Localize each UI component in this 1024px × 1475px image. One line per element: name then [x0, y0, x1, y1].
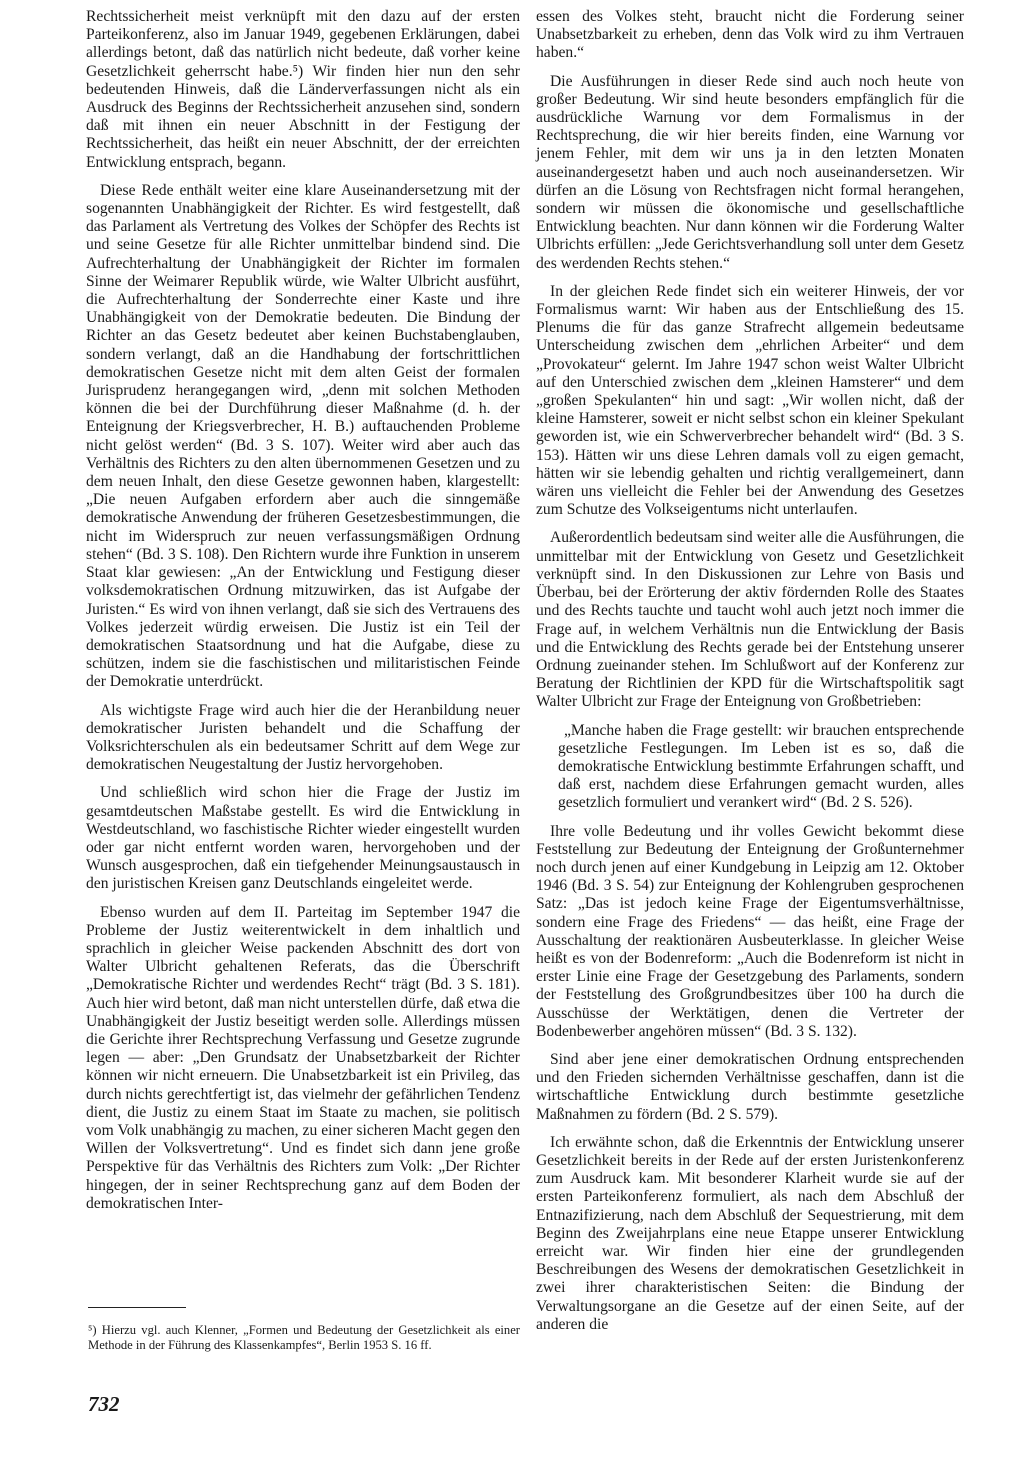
paragraph: Ebenso wurden auf dem II. Parteitag im September 1947 die Probleme der Justiz weiterentwickelt in dem inhaltlich und sprachlich in gleicher Weise packenden Abschnitt des dort von Walter Ulbricht gehaltenen Referats, das die Überschrift „Demokratische Richter und werdendes Recht“ trägt (Bd. 3 S. 181). Auch hier wird betont, daß man nicht unterstellen dürfe, daß etwa die Unabhängigkeit der Justiz beseitigt werden solle. Allerdings müssen die Gerichte ihrer Rechtsprechung Verfassung und Gesetze zugrunde legen — aber: „Den Grundsatz der Unabsetzbarkeit der Richter können wir nicht erneuern. Die Unabsetzbarkeit ist ein Privileg, das durch nichts gerechtfertigt ist, das vielmehr der gefährlichen Tendenz dient, die Justiz zu einem Staat im Staate zu machen, sie politisch vom Volk unabhängig zu machen, zu einer sicheren Macht gegen den Willen der Volksvertretung“. Und es findet sich dann jene große Perspektive für das Verhältnis des Richters zum Volk: „Der Richter hingegen, der in seiner Rechtsprechung ganz auf dem Boden der demokratischen Inter- [86, 903, 520, 1212]
paragraph: Die Ausführungen in dieser Rede sind auch noch heute von großer Bedeutung. Wir sind heute besonders empfänglich für die ausdrückliche Warnung vor dem Formalismus in der Rechtsprechung, die wir hier bereits finden, eine Warnung vor jenem Fehler, mit dem wir uns ja in den letzten Monaten auseinandergesetzt haben und auch noch auseinandersetzen. Wir dürfen an die Lösung von Rechtsfragen nicht formal herangehen, sondern wir müssen die ökonomische und gesellschaftliche Entwicklung beachten. Nur dann können wir die Forderung Walter Ulbrichts erfüllen: „Jede Gerichtsverhandlung soll unter dem Gesetz des werdenden Rechts stehen.“ [536, 72, 964, 272]
page-number: 732 [88, 1392, 120, 1416]
paragraph: Diese Rede enthält weiter eine klare Auseinandersetzung mit der sogenannten Unabhängigkeit der Richter. Es wird festgestellt, daß das Parlament als Vertretung des Volkes der Schöpfer des Rechts ist und seine Gesetze für alle Richter unmittelbar bindend sind. Die Aufrechterhaltung der Unabhängigkeit der Richter im formalen Sinne der Weimarer Republik würde, wie Walter Ulbricht ausführt, die Aufrechterhaltung der Sonderrechte einer Kaste und ihre Unabhängigkeit von der Demokratie bedeuten. Die Bindung der Richter an das Gesetz bedeutet aber keinen Buchstabenglauben, sondern verlangt, daß an die Handhabung der fortschrittlichen demokratischen Gesetze nicht mit dem alten Geist der formalen Jurisprudenz herangegangen wird, „denn mit solchen Methoden können die bei der Durchführung dieser Maßnahme (d. h. der Enteignung der Kriegsverbrecher, H. B.) auftauchenden Probleme nicht gelöst werden“ (Bd. 3 S. 107). Weiter wird aber auch das Verhältnis des Richters zu den alten übernommenen Gesetzen und zu dem neuen Inhalt, den diese Gesetze gewonnen haben, klargestellt: „Die neuen Aufgaben erfordern aber auch die sinngemäße demokratische Anwendung der früheren Gesetzesbestimmungen, die nicht im Widerspruch zur neuen verfassungsmäßigen Ordnung stehen“ (Bd. 3 S. 108). Den Richtern wurde ihre Funktion in unserem Staat klar gewiesen: „An der Entwicklung und Festigung dieser volksdemokratischen Ordnung mitzuwirken, das ist Aufgabe der Juristen.“ Es wird von ihnen verlangt, daß sie sich des Vertrauens des Volkes jederzeit würdig erweisen. Die Justiz ist ein Teil der demokratischen Staatsordnung und hat die Aufgabe, diese zu schützen, indem sie die faschistischen und militaristischen Feinde der Demokratie unterdrückt. [86, 181, 520, 691]
paragraph: Rechtssicherheit meist verknüpft mit den dazu auf der ersten Parteikonferenz, also im Januar 1949, gegebenen Erklärungen, dabei allerdings betont, daß das natürlich nicht bedeute, daß vorher keine Gesetzlichkeit geherrscht habe.⁵) Wir finden hier nun den sehr bedeutenden Hinweis, daß die Länderverfassungen nicht als ein Ausdruck des Beginns der Rechtssicherheit anzusehen sind, sondern daß mit ihnen ein neuer Abschnitt in der Festigung der Rechtssicherheit, das heißt ein neuer Abschnitt, der der erreichten Entwicklung entsprach, begann. [86, 8, 520, 171]
paragraph: Als wichtigste Frage wird auch hier die der Heranbildung neuer demokratischer Juristen behandelt und die Schaffung der Volksrichterschulen als ein bedeutsamer Schritt auf dem Wege zur demokratischen Neugestaltung der Justiz hervorgehoben. [86, 701, 520, 774]
right-text-column [536, 8, 964, 1344]
footnote: ⁵) Hierzu vgl. auch Klenner, „Formen und Bedeutung der Gesetzlichkeit als einer Methode in der Führung des Klassenkampfes“, Berlin 1953 S. 16 ff. [88, 1323, 520, 1353]
paragraph: Und schließlich wird schon hier die Frage der Justiz im gesamtdeutschen Maßstabe gestellt. Es wird die Entwicklung in Westdeutschland, wo faschistische Richter wieder eingestellt wurden oder gar nicht entfernt worden waren, hervorgehoben und der Wunsch ausgesprochen, daß ein tiefgehender Meinungsaustausch in den juristischen Kreisen ganz Deutschlands eingeleitet werde. [86, 784, 520, 893]
footnote-divider [88, 1307, 186, 1308]
paragraph: Sind aber jene einer demokratischen Ordnung entsprechenden und den Frieden sichernden Verhältnisse geschaffen, dann ist die wirtschaftliche Entwicklung durch bestimmte gesetzliche Maßnahmen zu fördern (Bd. 2 S. 579). [536, 1050, 964, 1123]
paragraph: Ihre volle Bedeutung und ihr volles Gewicht bekommt diese Feststellung zur Bedeutung der Enteignung der Großunternehmer noch durch jenen auf einer Kundgebung in Leipzig am 12. Oktober 1946 (Bd. 3 S. 54) zur Enteignung der Kohlengruben gesprochenen Satz: „Das ist jedoch keine Frage der Eigentumsverhältnisse, sondern eine Frage des Friedens“ — das heißt, eine Frage der Ausschaltung der reaktionären Ausbeuterklasse. In gleicher Weise heißt es von der Bodenreform: „Auch die Bodenreform ist nicht in erster Linie eine Frage der Gesetzgebung des Parlaments, sondern der Feststellung des Großgrundbesitzes über 100 ha durch die Ausschüsse der Werktätigen, denen die Vertreter der Bodenbewerber angehören müssen“ (Bd. 3 S. 132). [536, 822, 964, 1040]
block-quote: „Manche haben die Frage gestellt: wir brauchen entsprechende gesetzliche Festlegungen. Im Leben ist es so, daß die demokratische Entwicklung bestimmte Erfahrungen schafft, und daß erst, nachdem diese Erfahrungen gemacht wurden, alles gesetzlich formuliert und verankert wird“ (Bd. 2 S. 526). [558, 721, 964, 812]
left-text-column [86, 8, 520, 1223]
paragraph: essen des Volkes steht, braucht nicht die Forderung seiner Unabsetzbarkeit zu erheben, denn das Volk wird zu ihm Vertrauen haben.“ [536, 8, 964, 62]
paragraph: Ich erwähnte schon, daß die Erkenntnis der Entwicklung unserer Gesetzlichkeit bereits in der Rede auf der ersten Juristenkonferenz zum Ausdruck kam. Mit besonderer Klarheit wurde sie auf der ersten Parteikonferenz formuliert, als nach dem Abschluß der Entnazifizierung, nach dem Abschluß der Sequestrierung, mit dem Beginn des Zweijahrplans eine neue Etappe unserer Entwicklung erreicht war. Wir finden hier eine der grundlegenden Beschreibungen des Wesens der demokratischen Gesetzlichkeit in zwei ihrer charakteristischen Seiten: die Bindung der Verwaltungsorgane an die Gesetze auf der einen Seite, auf der anderen die [536, 1133, 964, 1333]
paragraph: Außerordentlich bedeutsam sind weiter alle die Ausführungen, die unmittelbar mit der Entwicklung von Gesetz und Gesetzlichkeit verknüpft sind. In den Diskussionen zur Lehre von Basis und Überbau, bei der Erörterung der aktiv fördernden Rolle des Staates und des Rechts tauchte und taucht wohl auch jetzt noch immer die Frage auf, in welchem Verhältnis nun die Entwicklung der Basis und die Entwicklung des Rechts gerade bei der Entstehung unserer Ordnung zueinander stehen. Im Schlußwort auf der Konferenz zur Beratung der Richtlinien der KPD für die Wirtschaftspolitik sagt Walter Ulbricht zur Frage der Enteignung von Großbetrieben: [536, 529, 964, 711]
paragraph: In der gleichen Rede findet sich ein weiterer Hinweis, der vor Formalismus warnt: Wir haben aus der Entschließung des 15. Plenums die für das ganze Strafrecht allgemein bedeutsame Unterscheidung zwischen dem „ehrlichen Arbeiter“ und dem „Provokateur“ gelernt. Im Jahre 1947 schon weist Walter Ulbricht auf den Unterschied zwischen dem „kleinen Hamsterer“ und dem „großen Spekulanten“ hin und sagt: „Wir wollen nicht, daß der kleine Hamsterer, soweit er nicht selbst schon ein kleiner Spekulant geworden ist, wie ein Schwerverbrecher behandelt wird“ (Bd. 3 S. 153). Hätten wir uns diese Lehren damals voll zu eigen gemacht, hätten wir sie lebendig gehalten und richtig verallgemeinert, dann wären uns vielleicht die Fehler bei der Anwendung des Gesetzes zum Schutze des Volkseigentums nicht unterlaufen. [536, 282, 964, 519]
